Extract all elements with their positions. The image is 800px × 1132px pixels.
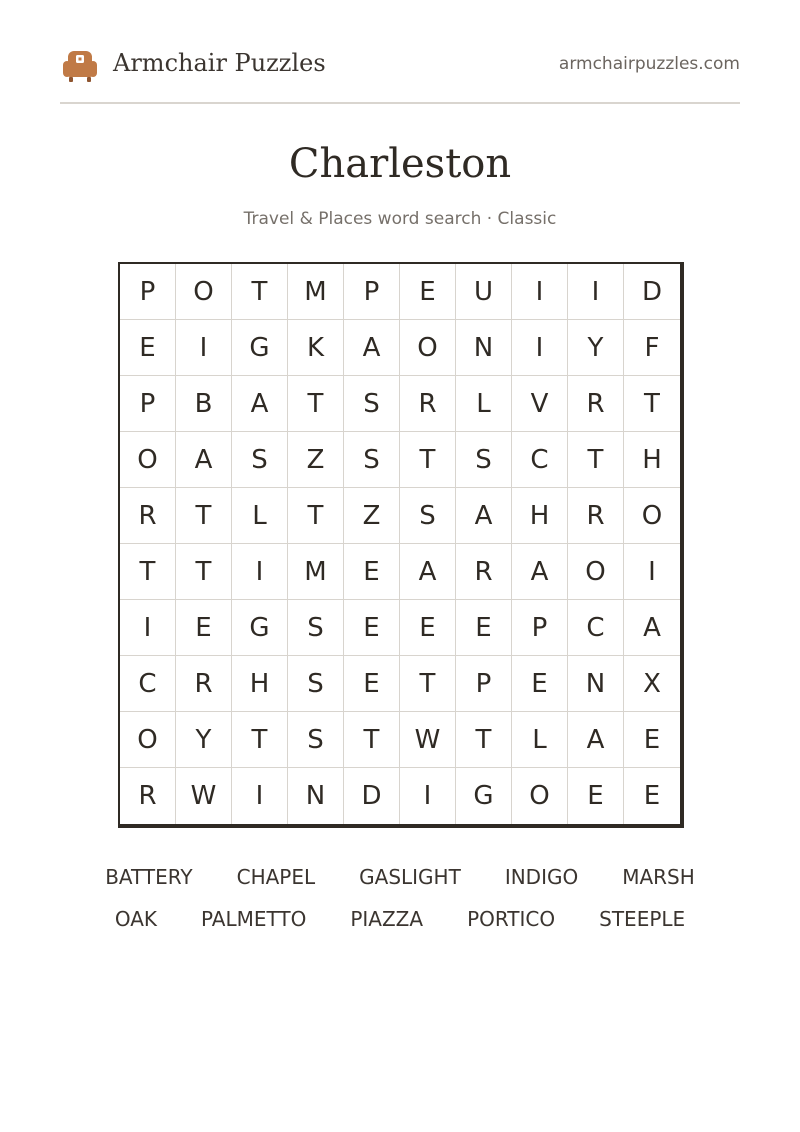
grid-cell: S (344, 376, 400, 432)
grid-cell: T (120, 544, 176, 600)
grid-cell: K (288, 320, 344, 376)
grid-cell: O (568, 544, 624, 600)
grid-cell: Z (288, 432, 344, 488)
grid-cell: X (624, 656, 680, 712)
grid-cell: G (232, 320, 288, 376)
grid-cell: E (400, 264, 456, 320)
grid-cell: I (512, 320, 568, 376)
grid-cell: R (568, 488, 624, 544)
grid-cell: S (288, 656, 344, 712)
grid-cell: R (120, 768, 176, 824)
grid-cell: I (232, 768, 288, 824)
grid-cell: L (232, 488, 288, 544)
grid-cell: I (232, 544, 288, 600)
grid-cell: N (456, 320, 512, 376)
grid-cell: E (512, 656, 568, 712)
grid-cell: A (344, 320, 400, 376)
grid-cell: R (456, 544, 512, 600)
armchair-icon (62, 47, 98, 83)
grid-cell: T (176, 544, 232, 600)
word-list-row (0, 898, 800, 940)
grid-cell: S (344, 432, 400, 488)
grid-cell: E (568, 768, 624, 824)
grid-cell: P (120, 264, 176, 320)
grid-cell: G (456, 768, 512, 824)
grid-cell: W (400, 712, 456, 768)
grid-cell: E (176, 600, 232, 656)
grid-cell: A (512, 544, 568, 600)
grid-cell: A (400, 544, 456, 600)
grid-cell: T (288, 488, 344, 544)
grid-cell: O (512, 768, 568, 824)
grid-cell: S (288, 712, 344, 768)
word-list-item: MARSH (622, 865, 695, 889)
grid-cell: A (456, 488, 512, 544)
grid-cell: A (624, 600, 680, 656)
word-list-item: PIAZZA (350, 907, 424, 931)
grid-cell: L (512, 712, 568, 768)
grid-cell: L (456, 376, 512, 432)
grid-cell: R (120, 488, 176, 544)
grid-cell: S (456, 432, 512, 488)
grid-cell: I (512, 264, 568, 320)
puzzle-subtitle: Travel & Places word search · Classic (243, 209, 557, 229)
grid-cell: E (456, 600, 512, 656)
site-url: armchairpuzzles.com (558, 54, 740, 74)
grid-cell: I (568, 264, 624, 320)
grid-cell: E (400, 600, 456, 656)
grid-cell: A (232, 376, 288, 432)
grid-cell: P (120, 376, 176, 432)
grid-cell: E (344, 656, 400, 712)
grid-cell: D (624, 264, 680, 320)
grid-cell: A (176, 432, 232, 488)
grid-cell: T (232, 264, 288, 320)
grid-cell: R (400, 376, 456, 432)
grid-cell: T (344, 712, 400, 768)
grid-cell: E (344, 600, 400, 656)
grid-cell: A (568, 712, 624, 768)
grid-cell: T (400, 656, 456, 712)
word-list-item: STEEPLE (599, 907, 686, 931)
grid-cell: M (288, 544, 344, 600)
grid-cell: R (568, 376, 624, 432)
word-list-item: BATTERY (105, 865, 193, 889)
word-list-item: PALMETTO (201, 907, 307, 931)
letter-grid (118, 262, 684, 828)
grid-cell: O (400, 320, 456, 376)
grid-cell: C (120, 656, 176, 712)
grid-cell: U (456, 264, 512, 320)
word-list (0, 856, 800, 940)
grid-cell: Y (568, 320, 624, 376)
grid-cell: I (400, 768, 456, 824)
grid-cell: O (120, 712, 176, 768)
grid-cell: C (568, 600, 624, 656)
grid-cell: O (176, 264, 232, 320)
grid-cell: Z (344, 488, 400, 544)
grid-cell: E (624, 712, 680, 768)
grid-cell: E (643, 781, 661, 811)
grid-cell: C (512, 432, 568, 488)
word-list-item: GASLIGHT (359, 865, 461, 889)
grid-cell: H (624, 432, 680, 488)
grid-cell: R (176, 656, 232, 712)
grid-cell: T (568, 432, 624, 488)
word-list-item: PORTICO (467, 907, 556, 931)
grid-cell: G (232, 600, 288, 656)
word-list-item: INDIGO (504, 865, 579, 889)
grid-cell: P (512, 600, 568, 656)
grid-cell: N (568, 656, 624, 712)
grid-cell: W (176, 768, 232, 824)
word-list-item: CHAPEL (236, 865, 316, 889)
grid-cell: P (456, 656, 512, 712)
grid-cell: T (624, 376, 680, 432)
grid-cell: B (176, 376, 232, 432)
grid-cell: F (624, 320, 680, 376)
word-list-item: OAK (114, 907, 157, 931)
grid-cell: S (400, 488, 456, 544)
grid-cell: E (344, 544, 400, 600)
header-divider (60, 102, 740, 104)
grid-cell: O (120, 432, 176, 488)
grid-cell: T (288, 376, 344, 432)
brand-name: Armchair Puzzles (113, 49, 326, 77)
grid-cell: I (624, 544, 680, 600)
grid-cell: P (344, 264, 400, 320)
grid-cell: M (288, 264, 344, 320)
grid-cell: H (512, 488, 568, 544)
grid-cell: S (288, 600, 344, 656)
grid-cell: Y (176, 712, 232, 768)
page-header (60, 42, 740, 86)
word-list-row (0, 856, 800, 898)
grid-cell: N (288, 768, 344, 824)
puzzle-title: Charleston (288, 141, 512, 187)
grid-cell: I (120, 600, 176, 656)
grid-cell: T (400, 432, 456, 488)
grid-cell: T (232, 712, 288, 768)
grid-cell: V (512, 376, 568, 432)
grid-cell: S (232, 432, 288, 488)
grid-cell: I (176, 320, 232, 376)
grid-cell: T (456, 712, 512, 768)
grid-cell: T (176, 488, 232, 544)
grid-cell: O (624, 488, 680, 544)
grid-cell: D (344, 768, 400, 824)
grid-cell: E (120, 320, 176, 376)
grid-cell: H (232, 656, 288, 712)
